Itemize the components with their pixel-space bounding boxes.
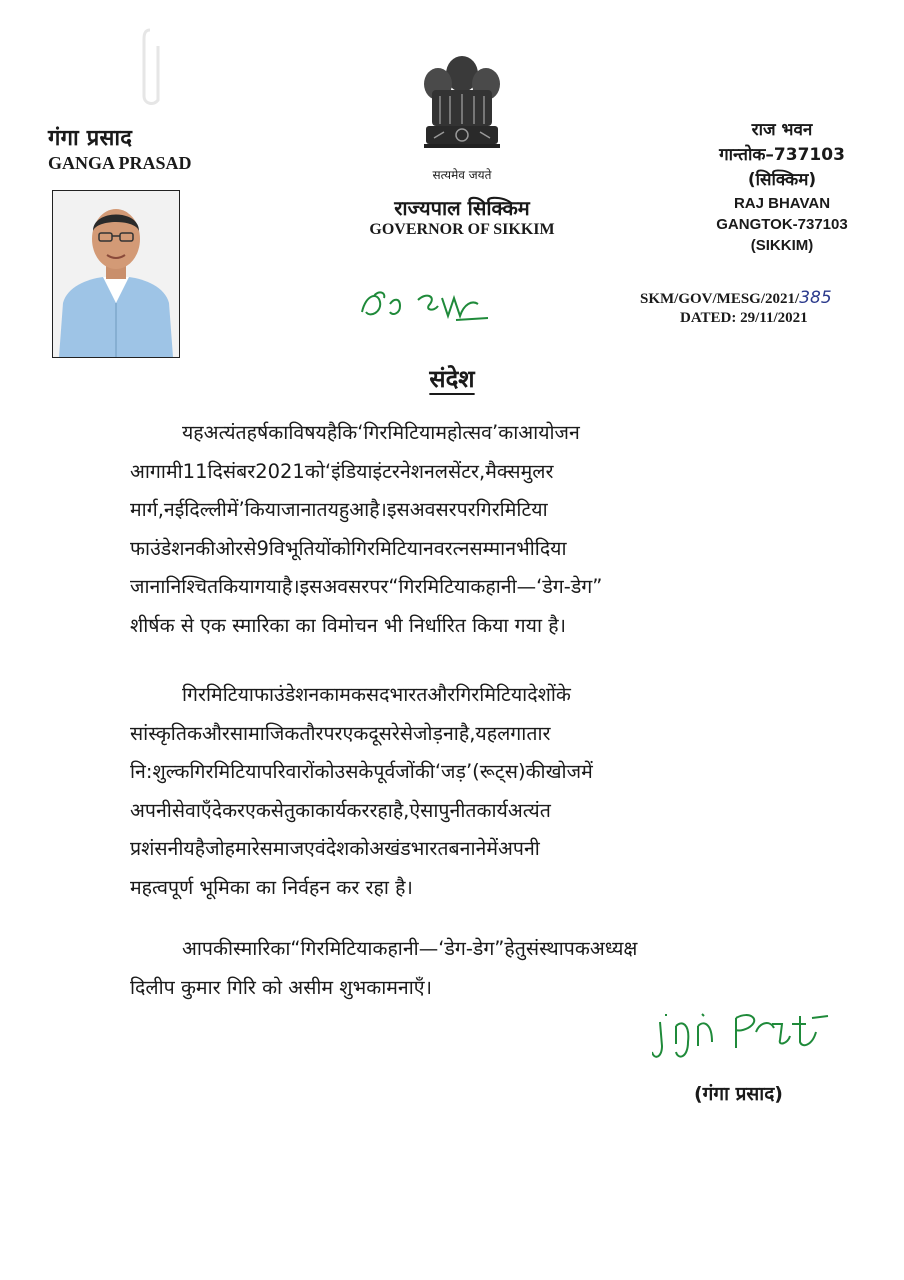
- paragraph-line: आगामी11दिसंबर2021को‘इंडियाइंटरनेशनलसेंटर,मैक्समुलर: [130, 459, 554, 483]
- signatory-name: (गंगा प्रसाद): [694, 1083, 783, 1105]
- paragraph-line: फाउंडेशनकीओरसे9विभूतियोंकोगिरमिटियानवरत्नसम्मानभीदिया: [130, 536, 567, 560]
- reference-handwritten-number: 385: [799, 288, 832, 308]
- message-paragraph-3: [130, 930, 804, 1007]
- paragraph-line: जानानिश्चितकियागयाहै।इसअवसरपर“गिरमिटियाकहानी—‘डेग-डेग”: [130, 575, 603, 599]
- handwritten-signature: [652, 1002, 838, 1068]
- reference-prefix: SKM/GOV/MESG/2021/: [640, 291, 800, 307]
- governor-photo: [52, 190, 180, 358]
- name-english: GANGA PRASAD: [48, 153, 192, 173]
- name-hindi: गंगा प्रसाद: [48, 126, 133, 151]
- message-paragraph-2: [130, 676, 804, 908]
- national-emblem-icon: [420, 50, 504, 172]
- address-hindi-line: गान्तोक–737103: [719, 145, 845, 165]
- paragraph-line: अपनीसेवाएँदेकरएकसेतुकाकार्यकररहाहै,ऐसापुनीतकार्यअत्यंत: [130, 798, 551, 822]
- address-hindi-line: राज भवन: [751, 120, 813, 140]
- paragraph-line: यहअत्यंतहर्षकाविषयहैकि‘गिरमिटियामहोत्सव’काआयोजन: [182, 421, 580, 444]
- paragraph-line: शीर्षक से एक स्मारिका का विमोचन भी निर्धारित किया गया है।: [130, 613, 566, 637]
- office-title-hindi: राज्यपाल सिक्किम: [394, 196, 530, 220]
- address-english-line: (SIKKIM): [750, 237, 814, 254]
- address-english-line: RAJ BHAVAN: [733, 195, 831, 212]
- paragraph-line: आपकीस्मारिका“गिरमिटियाकहानी—‘डेग-डेग”हेतुसंस्थापकअध्यक्ष: [182, 937, 638, 960]
- office-title-english: GOVERNOR OF SIKKIM: [369, 221, 555, 238]
- paperclip-mark: [142, 26, 172, 108]
- paragraph-line: महत्वपूर्ण भूमिका का निर्वहन कर रहा है।: [130, 875, 413, 899]
- handwritten-note-mark: [356, 282, 496, 328]
- paragraph-line: मार्ग,नईदिल्लीमें’कियाजानातयहुआहै।इसअवसरपरगिरमिटिया: [130, 498, 548, 522]
- address-block: [682, 118, 882, 256]
- emblem-motto: सत्यमेव जयते: [432, 168, 492, 182]
- paragraph-line: सांस्कृतिकऔरसामाजिकतौरपरएकदूसरेसेजोड़नाहै,यहलगातार: [130, 721, 551, 745]
- address-english-line: GANGTOK-737103: [716, 216, 848, 233]
- paragraph-line: गिरमिटियाफाउंडेशनकामकसदभारतऔरगिरमिटियादेशोंके: [182, 683, 571, 706]
- paragraph-line: नि:शुल्कगिरमिटियापरिवारोंकोउसकेपूर्वजोंकी‘जड़’(रूट्स)कीखोजमें: [130, 760, 593, 784]
- message-paragraph-1: [130, 414, 804, 646]
- message-title-text: संदेश: [429, 365, 475, 393]
- reference-number: [640, 288, 832, 308]
- date-line: DATED: 29/11/2021: [680, 310, 808, 326]
- paragraph-line: प्रशंसनीयहैजोहमारेसमाजएवंदेशकोअखंडभारतबनानेमेंअपनी: [130, 837, 540, 861]
- address-hindi-line: (सिक्किम): [747, 170, 817, 190]
- paragraph-line: दिलीप कुमार गिरि को असीम शुभकामनाएँ।: [130, 975, 432, 999]
- message-title: [0, 362, 904, 395]
